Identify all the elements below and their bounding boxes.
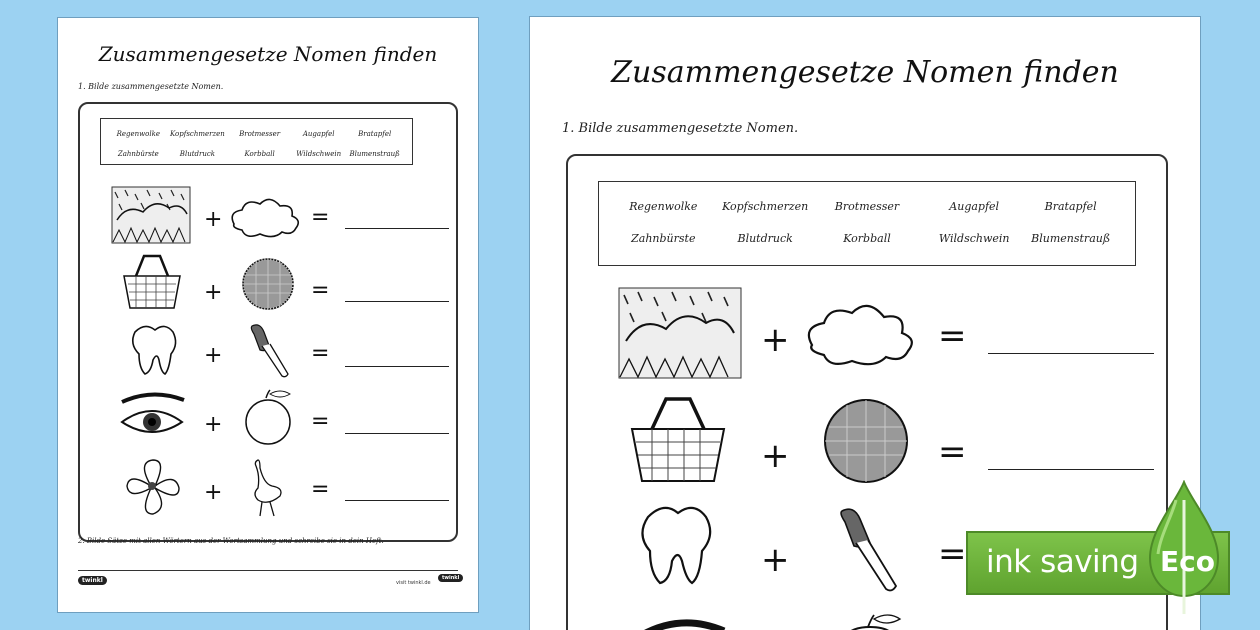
plus-sign: + [204,207,223,232]
footer-url: visit twinkl.de [396,580,431,586]
word-bank-item: Zahnbürste [117,150,159,158]
task-1-instruction: 1. Bilde zusammengesetzte Nomen. [562,121,799,136]
tooth-icon [127,322,179,378]
word-bank-item: Blumenstrauß [349,150,400,158]
word-bank-item: Wildschwein [296,150,342,158]
rain-icon [618,287,742,379]
plus-sign: + [204,343,223,368]
plus-sign: + [761,436,790,476]
answer-line [345,228,449,229]
word-bank-item: Regenwolke [116,130,160,138]
equals-sign: = [938,316,967,356]
equals-sign: = [311,205,330,230]
task-1-instruction: 1. Bilde zusammengesetzte Nomen. [78,82,224,91]
basket-icon [122,254,182,310]
twinkl-logo: twinkl [438,574,463,582]
ink-saving-text: ink saving [986,544,1139,580]
answer-line [345,433,449,434]
word-bank-item: Kopfschmerzen [722,200,809,213]
word-bank-item: Kopfschmerzen [169,130,225,138]
ball-icon [240,257,296,311]
cloud-icon [226,198,308,244]
brush-icon [244,320,294,380]
word-bank [100,118,413,165]
plus-sign: + [761,320,790,360]
equals-sign: = [311,278,330,303]
answer-line [988,353,1154,354]
eye-icon [638,613,728,630]
equals-sign: = [311,341,330,366]
twinkl-logo: twinkl [78,576,107,585]
brush-icon [830,503,904,595]
tooth-icon [636,501,718,591]
worksheet-preview-small [57,17,479,613]
word-bank-item: Blutdruck [737,232,793,245]
flower-icon [122,458,180,516]
equals-sign: = [938,534,967,574]
plus-sign: + [204,412,223,437]
worksheet-title: Zusammengesetze Nomen finden [611,55,1119,90]
plus-sign: + [204,280,223,305]
word-bank-item: Bratapfel [358,130,392,138]
word-bank-item: Augapfel [302,130,335,138]
word-bank-item: Bratapfel [1044,200,1097,213]
plus-sign: + [761,540,790,580]
apple-icon [836,609,906,630]
word-bank-item: Blumenstrauß [1031,232,1111,245]
word-bank-item: Korbball [244,150,275,158]
answer-line [988,469,1154,470]
equals-sign: = [311,409,330,434]
word-bank-item: Zahnbürste [631,232,696,245]
word-bank-item: Wildschwein [938,232,1010,245]
word-bank-item: Blutdruck [179,150,216,158]
apple-icon [240,388,296,448]
word-bank [598,181,1136,266]
answer-line [345,301,449,302]
word-bank-item: Korbball [843,232,891,245]
ostrich-icon [248,456,288,518]
cloud-icon [800,305,930,375]
rain-icon [111,186,191,244]
worksheet-title: Zusammengesetze Nomen finden [98,42,438,66]
word-bank-item: Regenwolke [629,200,698,213]
answer-line [345,500,449,501]
word-bank-item: Augapfel [949,200,1000,213]
ball-icon [821,397,911,485]
answer-line [345,366,449,367]
word-bank-item: Brotmesser [834,200,900,213]
footer-divider [78,570,458,571]
plus-sign: + [204,480,223,505]
basket-icon [630,395,726,483]
eye-icon [118,390,186,442]
eco-label: Eco [1160,545,1215,578]
equals-sign: = [938,432,967,472]
word-bank-item: Brotmesser [239,130,281,138]
task-2-instruction: 2. Bilde Sätze mit allen Wörtern aus der Wortsammlung und schreibe sie in dein Heft. [78,537,384,545]
equals-sign: = [311,477,330,502]
